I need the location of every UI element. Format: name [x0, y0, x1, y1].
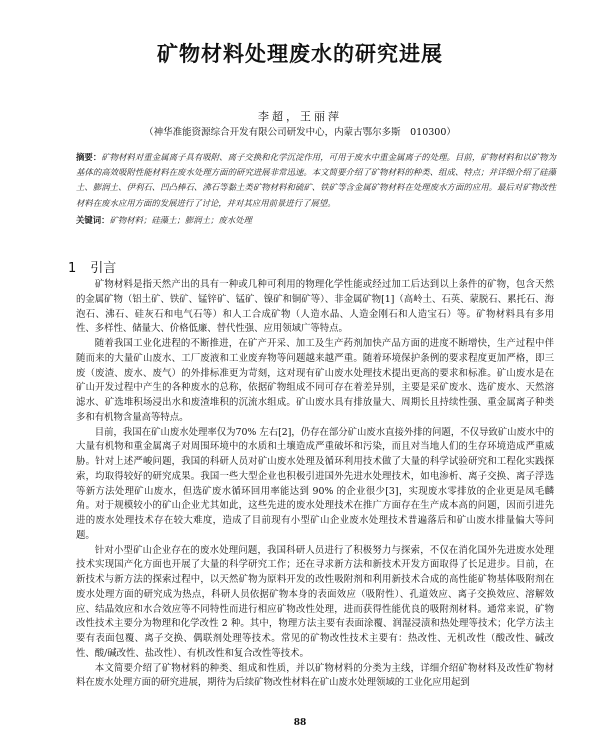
body-text	[76, 278, 554, 691]
abstract-block	[76, 150, 556, 211]
page-number: 88	[293, 718, 307, 728]
article-title: 矿物材料处理废水的研究进展	[157, 42, 443, 66]
section-title: 引言	[90, 261, 117, 276]
abstract-text: 矿物材料对重金属离子具有吸附、离子交换和化学沉淀作用，可用于废水中重金属离子的处理。目前，矿物材料和以矿物为基体的高效吸附性能材料在废水处理方面的研究进展非常迅速。本文简要介绍了矿物材料的种类、组成、特点；并详细介绍了硅藻土、膨润土、伊利石、凹凸棒石、沸石等黏土类矿物材料和硫矿、铁矿等含金属矿物材料在处理废水方面的应用。最后对矿物改性材料在废水应用方面的发展进行了讨论，并对其应用前景进行了展望。	[76, 152, 556, 208]
keywords-label: 关键词：	[76, 215, 110, 225]
paragraph: 随着我国工业化进程的不断推进，在矿产开采、加工及生产药剂加快产品方面的进度不断增快，生产过程中伴随而来的大量矿山废水、工厂废液和工业废弃物等问题越来越严重。随着环境保护条例的要求程度更加严格，即三废（废渣、废水、废气）的外排标准更为苛刻，这对现有矿山废水处理技术提出更高的要求和标准。矿山废水是在矿山开发过程中产生的各种废水的总称，依据矿物组成不同可存在着差异别，主要是采矿废水、选矿废水、天然溶滤水、矿选堆积场浸出水和废渣堆积的沉流水组成。矿山废水具有排放量大、周期长且持续性强、重金属离子种类多和有机物含量高等特点。	[76, 338, 554, 423]
paragraph: 矿物材料是指天然产出的具有一种或几种可利用的物理化学性能或经过加工后达到以上条件的矿物，包含天然的金属矿物（铝土矿、铁矿、锰锌矿、锰矿、镍矿和铜矿等）、非金属矿物[1]（高岭土、石英、蒙脱石、累托石、海泡石、沸石、硅灰石和电气石等）和人工合成矿物（人造水晶、人造金刚石和人造宝石）等。矿物材料具有多用性、多样性、储量大、价格低廉、替代性强、应用领域广等特点。	[76, 279, 554, 335]
abstract-label: 摘要：	[76, 152, 102, 162]
article-affiliation: （神华准能资源综合开发有限公司研发中心，内蒙古鄂尔多斯 010300）	[144, 127, 456, 138]
keywords-text: 矿物材料；硅藻土；膨润土；废水处理	[109, 215, 252, 225]
paragraph: 针对小型矿山企业存在的废水处理问题，我国科研人员进行了积极努力与探索，不仅在消化国外先进废水处理技术实现国产化方面也开展了大量的科学研究工作；还在寻求新方法和新技术开发方面取得了长足进步。目前，在新技术与新方法的探索过程中，以天然矿物为原料开发的改性吸附剂和利用新技术合成的高性能矿物基体吸附剂在废水处理方面的研究成为热点，科研人员依据矿物本身的表面效应（吸附性）、孔道效应、离子交换效应、溶解效应、结晶效应和水合效应等不同特性而进行相应矿物改性处理，进而获得性能优良的吸附剂材料。通常来说，矿物改性技术主要分为物理和化学改性 2 种。其中，物理方法主要有表面涂覆、润湿浸渍和热处理等技术；化学方法主要有表面包覆、离子交换、偶联剂处理等技术。常见的矿物改性技术主要有：热改性、无机改性（酸改性、碱改性、酸/碱改性、盐改性）、有机改性和复合改性等技术。	[76, 544, 554, 659]
article-authors: 李超，王丽萍	[258, 110, 342, 123]
paragraph: 目前，我国在矿山废水处理率仅为70% 左右[2]，仍存在部分矿山废水直接外排的问题，不仅导致矿山废水中的大量有机物和重金属离子对周围环境中的水质和土壤造成严重破坏和污染，而且对当地人们的生存环境造成严重威胁。针对上述严峻问题，我国的科研人员对矿山废水处理及循环利用技术做了大量的科学试验研究和工程化实践探索，均取得较好的研究成果。我国一些大型企业也积极引进国外先进水处理技术，如电渗析、离子交换、离子浮选等新方法处理矿山废水，但选矿废水循环回用率能达到 90% 的企业很少[3]，实现废水零排放的企业更是凤毛麟角。对于规模较小的矿山企业尤其如此，这些先进的废水处理技术在推广方面存在生产成本高的问题，因而引进先进的废水处理技术存在较大难度，造成了目前现有小型矿山企业废水处理技术普遍落后和矿山废水排量偏大等问题。	[76, 426, 554, 541]
section-heading	[68, 257, 116, 276]
keywords-block	[76, 213, 556, 227]
paragraph: 本文简要介绍了矿物材料的种类、组成和性质，并以矿物材料的分类为主线，详细介绍矿物材料及改性矿物材料在废水处理方面的研究进展，期待为后续矿物改性材料在矿山废水处理领域的工业化应用起到	[76, 662, 554, 689]
section-number: 1	[68, 261, 77, 276]
